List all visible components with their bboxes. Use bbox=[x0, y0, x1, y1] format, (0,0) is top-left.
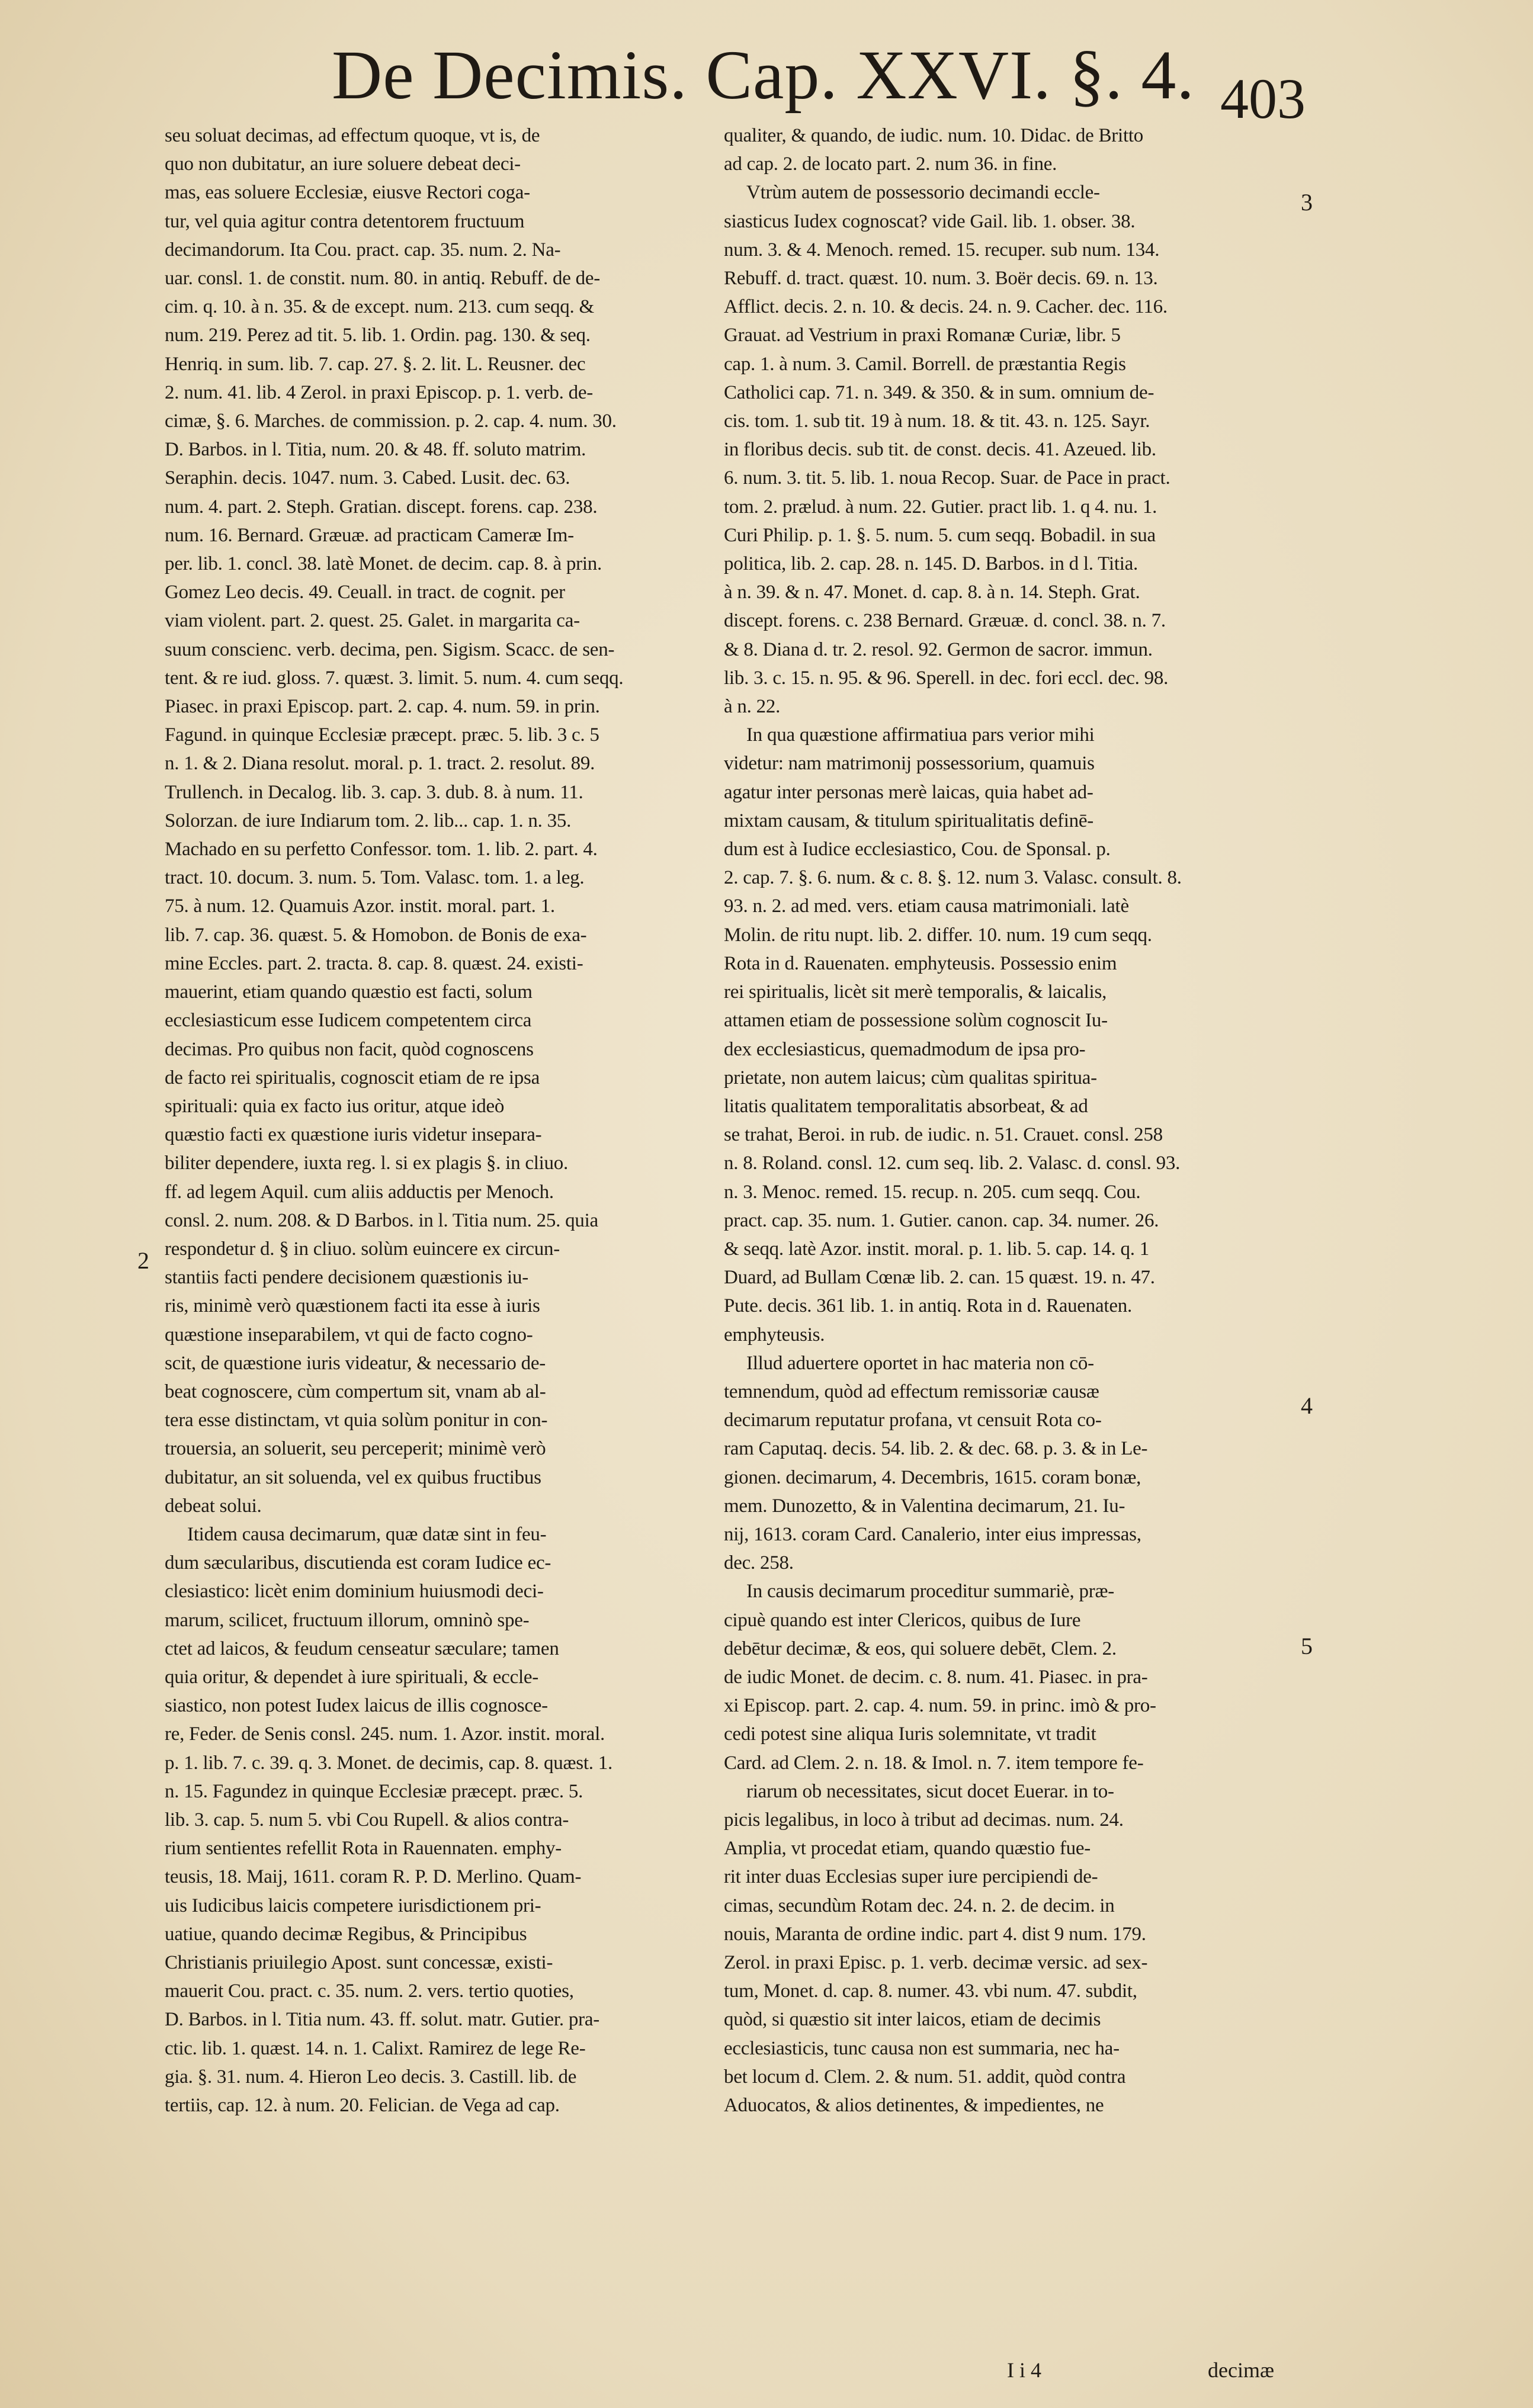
text-line: mas, eas soluere Ecclesiæ, eiusve Rectori coga- bbox=[165, 182, 530, 204]
text-line: decimarum reputatur profana, vt censuit Rota co- bbox=[724, 1410, 1102, 1431]
text-line: uar. consl. 1. de constit. num. 80. in antiq. Rebuff. de de- bbox=[165, 268, 601, 290]
text-line: per. lib. 1. concl. 38. latè Monet. de decim. cap. 8. à prin. bbox=[165, 553, 602, 575]
text-line: quòd, si quæstio sit inter laicos, etiam de decimis bbox=[724, 2009, 1101, 2031]
text-line: bet locum d. Clem. 2. & num. 51. addit, quòd contra bbox=[724, 2066, 1126, 2088]
text-line: litatis qualitatem temporalitatis absorbeat, & ad bbox=[724, 1095, 1088, 1117]
text-line: ctet ad laicos, & feudum censeatur sæculare; tamen bbox=[165, 1638, 559, 1659]
text-line: Illud aduertere oportet in hac materia non cō- bbox=[746, 1352, 1094, 1374]
text-line: teusis, 18. Maij, 1611. coram R. P. D. Merlino. Quam- bbox=[165, 1866, 582, 1888]
text-line: Curi Philip. p. 1. §. 5. num. 5. cum seqq. Bobadil. in sua bbox=[724, 524, 1156, 546]
text-line: 6. num. 3. tit. 5. lib. 1. noua Recop. Suar. de Pace in pract. bbox=[724, 467, 1170, 489]
text-line: Vtrùm autem de possessorio decimandi eccle- bbox=[746, 182, 1100, 204]
text-line: nouis, Maranta de ordine indic. part 4. dist 9 num. 179. bbox=[724, 1923, 1146, 1945]
text-line: dec. 258. bbox=[724, 1552, 794, 1574]
text-line: dubitatur, an sit soluenda, vel ex quibus fructibus bbox=[165, 1466, 541, 1488]
text-line: à n. 39. & n. 47. Monet. d. cap. 8. à n. 14. Steph. Grat. bbox=[724, 582, 1140, 603]
text-line: spirituali: quia ex facto ius oritur, atque ideò bbox=[165, 1095, 505, 1117]
text-line: Zerol. in praxi Episc. p. 1. verb. decimæ versic. ad sex- bbox=[724, 1952, 1148, 1973]
text-line: Pute. decis. 361 lib. 1. in antiq. Rota in d. Rauenaten. bbox=[724, 1295, 1132, 1317]
text-line: discept. forens. c. 238 Bernard. Græuæ. d. concl. 38. n. 7. bbox=[724, 610, 1166, 632]
text-line: dum sæcularibus, discutienda est coram Iudice ec- bbox=[165, 1552, 551, 1574]
text-line: Machado en su perfetto Confessor. tom. 1. lib. 2. part. 4. bbox=[165, 839, 598, 861]
text-line: Gomez Leo decis. 49. Ceuall. in tract. de cognit. per bbox=[165, 582, 565, 603]
text-line: cim. q. 10. à n. 35. & de except. num. 213. cum seqq. & bbox=[165, 296, 594, 318]
text-line: videtur: nam matrimonij possessorium, quamuis bbox=[724, 753, 1095, 775]
text-line: beat cognoscere, cùm compertum sit, vnam ab al- bbox=[165, 1380, 546, 1402]
text-line: gionen. decimarum, 4. Decembris, 1615. coram bonæ, bbox=[724, 1466, 1141, 1488]
text-line: 93. n. 2. ad med. vers. etiam causa matrimoniali. latè bbox=[724, 895, 1129, 917]
text-line: n. 15. Fagundez in quinque Ecclesiæ præcept. præc. 5. bbox=[165, 1780, 583, 1802]
text-line: mauerint, etiam quando quæstio est facti, solum bbox=[165, 981, 533, 1003]
margin-number-4: 4 bbox=[1301, 1392, 1313, 1419]
text-line: D. Barbos. in l. Titia num. 43. ff. solut. matr. Gutier. pra- bbox=[165, 2009, 599, 2031]
text-line: riarum ob necessitates, sicut docet Euerar. in to- bbox=[746, 1780, 1114, 1802]
text-line: seu soluat decimas, ad effectum quoque, vt is, de bbox=[165, 125, 540, 146]
text-line: ecclesiasticum esse Iudicem competentem circa bbox=[165, 1010, 532, 1032]
text-line: mine Eccles. part. 2. tracta. 8. cap. 8. quæst. 24. existi- bbox=[165, 952, 583, 974]
left-column bbox=[165, 121, 721, 2120]
text-line: suum conscienc. verb. decima, pen. Sigism. Scacc. de sen- bbox=[165, 638, 615, 660]
text-line: ff. ad legem Aquil. cum aliis adductis per Menoch. bbox=[165, 1181, 554, 1203]
signature-mark: I i 4 bbox=[1007, 2358, 1041, 2382]
text-line: nij, 1613. coram Card. Canalerio, inter eius impressas, bbox=[724, 1523, 1141, 1545]
text-line: xi Episcop. part. 2. cap. 4. num. 59. in princ. imò & pro- bbox=[724, 1695, 1156, 1717]
text-line: D. Barbos. in l. Titia, num. 20. & 48. ff. soluto matrim. bbox=[165, 439, 586, 461]
text-line: Rebuff. d. tract. quæst. 10. num. 3. Boër decis. 69. n. 13. bbox=[724, 268, 1158, 290]
text-line: Card. ad Clem. 2. n. 18. & Imol. n. 7. item tempore fe- bbox=[724, 1752, 1144, 1774]
text-line: tent. & re iud. gloss. 7. quæst. 3. limit. 5. num. 4. cum seqq. bbox=[165, 667, 624, 689]
text-line: lib. 3. cap. 5. num 5. vbi Cou Rupell. & alios contra- bbox=[165, 1809, 569, 1831]
text-line: mixtam causam, & titulum spiritualitatis definē- bbox=[724, 810, 1094, 831]
text-line: rei spiritualis, licèt sit merè temporalis, & laicalis, bbox=[724, 981, 1107, 1003]
text-line: n. 8. Roland. consl. 12. cum seq. lib. 2. Valasc. d. consl. 93. bbox=[724, 1152, 1181, 1174]
text-line: Duard, ad Bullam Cœnæ lib. 2. can. 15 quæst. 19. n. 47. bbox=[724, 1267, 1155, 1289]
text-line: rium sentientes refellit Rota in Rauennaten. emphy- bbox=[165, 1838, 562, 1860]
text-line: scit, de quæstione iuris videatur, & necessario de- bbox=[165, 1352, 546, 1374]
text-line: tom. 2. prælud. à num. 22. Gutier. pract lib. 1. q 4. nu. 1. bbox=[724, 496, 1157, 518]
text-line: lib. 3. c. 15. n. 95. & 96. Sperell. in dec. fori eccl. dec. 98. bbox=[724, 667, 1169, 689]
text-line: Itidem causa decimarum, quæ datæ sint in feu- bbox=[187, 1523, 547, 1545]
text-line: debeat solui. bbox=[165, 1495, 262, 1517]
text-line: mem. Dunozetto, & in Valentina decimarum, 21. Iu- bbox=[724, 1495, 1125, 1517]
text-line: Christianis priuilegio Apost. sunt concessæ, existi- bbox=[165, 1952, 553, 1973]
text-line: Grauat. ad Vestrium in praxi Romanæ Curiæ, libr. 5 bbox=[724, 325, 1121, 346]
text-line: cipuè quando est inter Clericos, quibus de Iure bbox=[724, 1609, 1081, 1631]
text-line: Fagund. in quinque Ecclesiæ præcept. præc. 5. lib. 3 c. 5 bbox=[165, 724, 599, 746]
text-line: dum est à Iudice ecclesiastico, Cou. de Sponsal. p. bbox=[724, 839, 1111, 861]
text-line: Henriq. in sum. lib. 7. cap. 27. §. 2. lit. L. Reusner. dec bbox=[165, 353, 586, 375]
text-line: quæstio facti ex quæstione iuris videtur insepara- bbox=[165, 1124, 542, 1146]
margin-number-3: 3 bbox=[1301, 189, 1313, 216]
text-line: siasticus Iudex cognoscat? vide Gail. lib. 1. obser. 38. bbox=[724, 210, 1136, 232]
text-line: Trullench. in Decalog. lib. 3. cap. 3. dub. 8. à num. 11. bbox=[165, 781, 583, 803]
right-column bbox=[724, 121, 1281, 2120]
text-line: Seraphin. decis. 1047. num. 3. Cabed. Lusit. dec. 63. bbox=[165, 467, 570, 489]
text-line: ris, minimè verò quæstionem facti ita esse à iuris bbox=[165, 1295, 540, 1317]
text-line: uis Iudicibus laicis competere iurisdictionem pri- bbox=[165, 1895, 541, 1916]
text-line: ctic. lib. 1. quæst. 14. n. 1. Calixt. Ramirez de lege Re- bbox=[165, 2037, 586, 2059]
footer-line bbox=[1007, 2356, 1339, 2384]
catchword: decimæ bbox=[1208, 2358, 1274, 2382]
text-line: In qua quæstione affirmatiua pars verior mihi bbox=[746, 724, 1095, 746]
text-line: In causis decimarum proceditur summariè, præ- bbox=[746, 1581, 1115, 1603]
text-line: tertiis, cap. 12. à num. 20. Felician. de Vega ad cap. bbox=[165, 2095, 560, 2117]
text-line: de facto rei spiritualis, cognoscit etiam de re ipsa bbox=[165, 1067, 540, 1089]
text-line: in floribus decis. sub tit. de const. decis. 41. Azeued. lib. bbox=[724, 439, 1156, 461]
text-line: 2. num. 41. lib. 4 Zerol. in praxi Episcop. p. 1. verb. de- bbox=[165, 381, 594, 403]
text-line: num. 4. part. 2. Steph. Gratian. discept. forens. cap. 238. bbox=[165, 496, 598, 518]
text-line: emphyteusis. bbox=[724, 1324, 825, 1346]
text-line: viam violent. part. 2. quest. 25. Galet. in margarita ca- bbox=[165, 610, 580, 632]
text-line: Rota in d. Rauenaten. emphyteusis. Possessio enim bbox=[724, 952, 1117, 974]
text-line: tum, Monet. d. cap. 8. numer. 43. vbi num. 47. subdit, bbox=[724, 1980, 1137, 2002]
text-line: dex ecclesiasticus, quemadmodum de ipsa pro- bbox=[724, 1038, 1086, 1060]
text-line: 2. cap. 7. §. 6. num. & c. 8. §. 12. num 3. Valasc. consult. 8. bbox=[724, 867, 1182, 889]
text-line: trouersia, an soluerit, seu perceperit; minimè verò bbox=[165, 1438, 546, 1460]
text-line: num. 3. & 4. Menoch. remed. 15. recuper. sub num. 134. bbox=[724, 239, 1160, 261]
text-line: decimandorum. Ita Cou. pract. cap. 35. num. 2. Na- bbox=[165, 239, 561, 261]
text-line: de iudic Monet. de decim. c. 8. num. 41. Piasec. in pra- bbox=[724, 1666, 1148, 1688]
text-line: quo non dubitatur, an iure soluere debeat deci- bbox=[165, 153, 521, 175]
text-line: cedi potest sine aliqua Iuris solemnitate, vt tradit bbox=[724, 1723, 1096, 1745]
text-line: ad cap. 2. de locato part. 2. num 36. in fine. bbox=[724, 153, 1057, 175]
text-line: attamen etiam de possessione solùm cognoscit Iu- bbox=[724, 1010, 1108, 1032]
text-line: cimas, secundùm Rotam dec. 24. n. 2. de decim. in bbox=[724, 1895, 1115, 1916]
text-line: num. 219. Perez ad tit. 5. lib. 1. Ordin. pag. 130. & seq. bbox=[165, 325, 591, 346]
text-line: Afflict. decis. 2. n. 10. & decis. 24. n. 9. Cacher. dec. 116. bbox=[724, 296, 1168, 318]
text-line: & seqq. latè Azor. instit. moral. p. 1. lib. 5. cap. 14. q. 1 bbox=[724, 1238, 1149, 1260]
text-line: Molin. de ritu nupt. lib. 2. differ. 10. num. 19 cum seqq. bbox=[724, 924, 1152, 946]
text-line: decimas. Pro quibus non facit, quòd cognoscens bbox=[165, 1038, 534, 1060]
text-line: num. 16. Bernard. Græuæ. ad practicam Cameræ Im- bbox=[165, 524, 574, 546]
text-line: cap. 1. à num. 3. Camil. Borrell. de præstantia Regis bbox=[724, 353, 1126, 375]
text-line: clesiastico: licèt enim dominium huiusmodi deci- bbox=[165, 1581, 544, 1603]
text-line: marum, scilicet, fructuum illorum, omninò spe- bbox=[165, 1609, 530, 1631]
text-line: quia oritur, & dependet à iure spirituali, & eccle- bbox=[165, 1666, 539, 1688]
text-line: tract. 10. docum. 3. num. 5. Tom. Valasc. tom. 1. a leg. bbox=[165, 867, 585, 889]
text-line: cimæ, §. 6. Marches. de commission. p. 2. cap. 4. num. 30. bbox=[165, 410, 617, 432]
text-line: politica, lib. 2. cap. 28. n. 145. D. Barbos. in d l. Titia. bbox=[724, 553, 1138, 575]
text-line: n. 1. & 2. Diana resolut. moral. p. 1. tract. 2. resolut. 89. bbox=[165, 753, 595, 775]
text-line: & 8. Diana d. tr. 2. resol. 92. Germon de sacror. immun. bbox=[724, 638, 1153, 660]
text-line: ecclesiasticis, tunc causa non est summaria, nec ha- bbox=[724, 2037, 1120, 2059]
text-line: p. 1. lib. 7. c. 39. q. 3. Monet. de decimis, cap. 8. quæst. 1. bbox=[165, 1752, 612, 1774]
text-line: quæstione inseparabilem, vt qui de facto cogno- bbox=[165, 1324, 533, 1346]
text-line: tera esse distinctam, vt quia solùm ponitur in con- bbox=[165, 1410, 548, 1431]
margin-number-5: 5 bbox=[1301, 1633, 1313, 1659]
text-line: siastico, non potest Iudex laicus de illis cognosce- bbox=[165, 1695, 548, 1717]
text-line: uatiue, quando decimæ Regibus, & Principibus bbox=[165, 1923, 527, 1945]
text-line: temnendum, quòd ad effectum remissoriæ causæ bbox=[724, 1380, 1099, 1402]
text-line: Aduocatos, & alios detinentes, & impedientes, ne bbox=[724, 2095, 1104, 2117]
text-line: n. 3. Menoc. remed. 15. recup. n. 205. cum seqq. Cou. bbox=[724, 1181, 1141, 1203]
running-title: De Decimis. Cap. XXVI. §. 4. bbox=[332, 36, 1195, 114]
page-number: 403 bbox=[1220, 67, 1306, 130]
text-line: agatur inter personas merè laicas, quia habet ad- bbox=[724, 781, 1093, 803]
text-line: qualiter, & quando, de iudic. num. 10. Didac. de Britto bbox=[724, 125, 1144, 146]
text-line: respondetur d. § in cliuo. solùm euincere ex circun- bbox=[165, 1238, 560, 1260]
text-line: Solorzan. de iure Indiarum tom. 2. lib... cap. 1. n. 35. bbox=[165, 810, 572, 831]
text-line: gia. §. 31. num. 4. Hieron Leo decis. 3. Castill. lib. de bbox=[165, 2066, 577, 2088]
text-line: re, Feder. de Senis consl. 245. num. 1. Azor. instit. moral. bbox=[165, 1723, 605, 1745]
text-line: ram Caputaq. decis. 54. lib. 2. & dec. 68. p. 3. & in Le- bbox=[724, 1438, 1148, 1460]
text-line: consl. 2. num. 208. & D Barbos. in l. Titia num. 25. quia bbox=[165, 1209, 598, 1231]
text-line: à n. 22. bbox=[724, 696, 781, 718]
text-line: Piasec. in praxi Episcop. part. 2. cap. 4. num. 59. in prin. bbox=[165, 696, 600, 718]
text-line: rit inter duas Ecclesias super iure percipiendi de- bbox=[724, 1866, 1098, 1888]
text-line: lib. 7. cap. 36. quæst. 5. & Homobon. de Bonis de exa- bbox=[165, 924, 587, 946]
text-line: cis. tom. 1. sub tit. 19 à num. 18. & tit. 43. n. 125. Sayr. bbox=[724, 410, 1150, 432]
text-line: biliter dependere, iuxta reg. l. si ex plagis §. in cliuo. bbox=[165, 1152, 569, 1174]
text-line: stantiis facti pendere decisionem quæstionis iu- bbox=[165, 1267, 528, 1289]
text-line: Catholici cap. 71. n. 349. & 350. & in sum. omnium de- bbox=[724, 381, 1154, 403]
text-line: 75. à num. 12. Quamuis Azor. instit. moral. part. 1. bbox=[165, 895, 555, 917]
text-line: debētur decimæ, & eos, qui soluere debēt, Clem. 2. bbox=[724, 1638, 1117, 1659]
text-line: se trahat, Beroi. in rub. de iudic. n. 51. Crauet. consl. 258 bbox=[724, 1124, 1163, 1146]
text-line: prietate, non autem laicus; cùm qualitas spiritua- bbox=[724, 1067, 1097, 1089]
text-line: pract. cap. 35. num. 1. Gutier. canon. cap. 34. numer. 26. bbox=[724, 1209, 1159, 1231]
text-line: tur, vel quia agitur contra detentorem fructuum bbox=[165, 210, 525, 232]
text-line: mauerit Cou. pract. c. 35. num. 2. vers. tertio quoties, bbox=[165, 1980, 574, 2002]
text-line: Amplia, vt procedat etiam, quando quæstio fue- bbox=[724, 1838, 1091, 1860]
text-line: picis legalibus, in loco à tribut ad decimas. num. 24. bbox=[724, 1809, 1124, 1831]
margin-number-2: 2 bbox=[137, 1247, 149, 1274]
